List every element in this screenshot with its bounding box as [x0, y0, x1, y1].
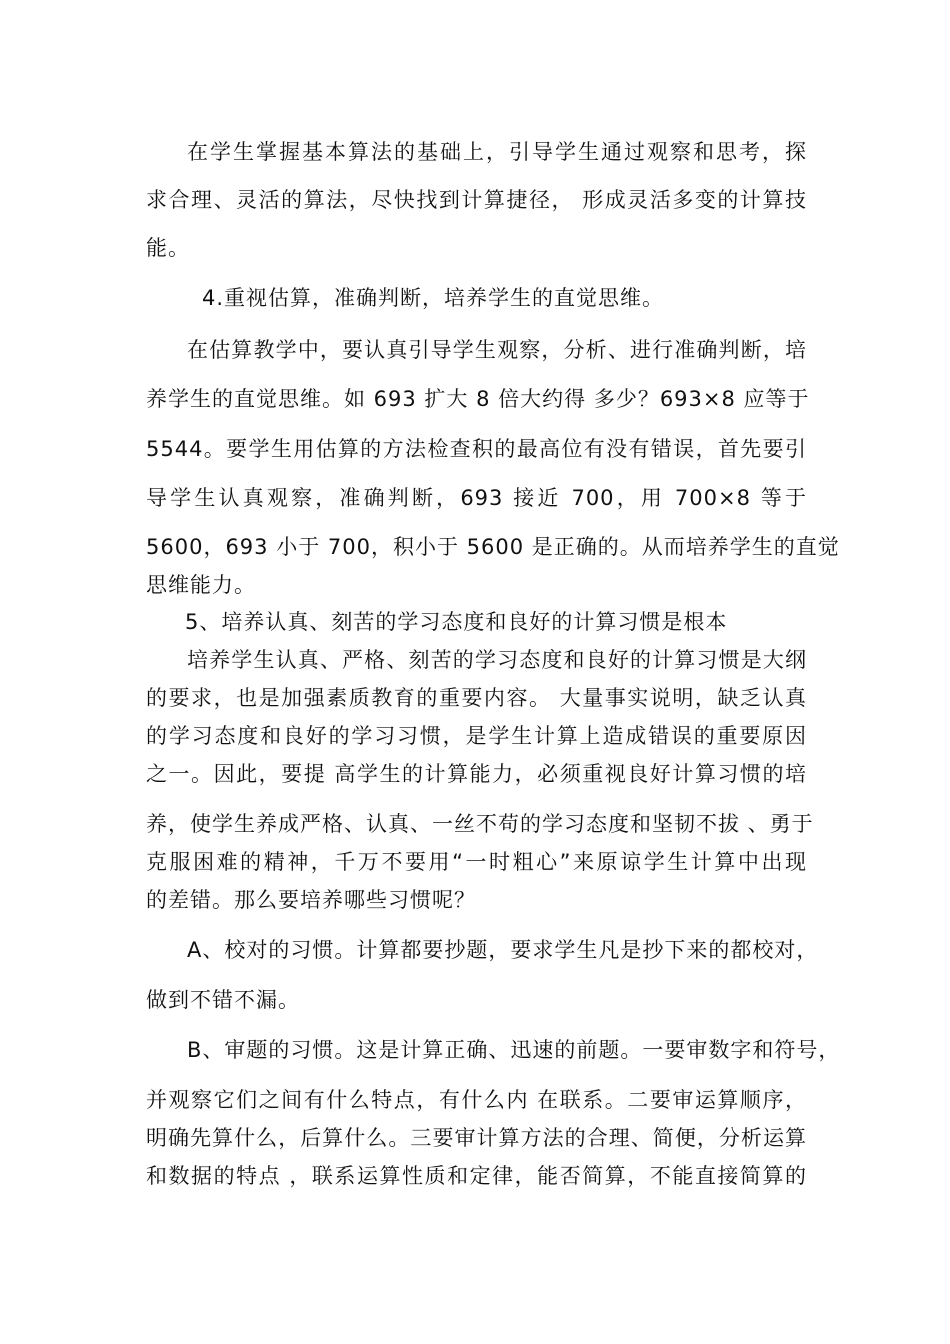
body-text-line: 和数据的特点 ，联系运算性质和定律，能否简算，不能直接简算的 [146, 1164, 807, 1188]
body-text-line: 养学生的直觉思维。如 693 扩大 8 倍大约得 多少？693×8 应等于 [146, 387, 810, 411]
body-text-line: 能。 [146, 236, 190, 260]
body-text-line: 5544。要学生用估算的方法检查积的最高位有没有错误，首先要引 [146, 437, 807, 461]
body-text-line: 并观察它们之间有什么特点，有什么内 在联系。二要审运算顺序， [146, 1088, 807, 1112]
body-text-line: 的差错。那么要培养哪些习惯呢？ [146, 888, 476, 912]
body-text-line: 之一。因此，要提 高学生的计算能力，必须重视良好计算习惯的培 [146, 762, 807, 786]
body-text-line: 思维能力。 [146, 573, 256, 597]
body-text-line: 在估算教学中，要认真引导学生观察，分析、进行准确判断，培 [187, 338, 807, 362]
body-text-line: B、审题的习惯。这是计算正确、迅速的前题。一要审数字和符号， [187, 1038, 841, 1062]
body-text-line: 的要求，也是加强素质教育的重要内容。 大量事实说明，缺乏认真 [146, 686, 807, 710]
body-text-line: A、校对的习惯。计算都要抄题，要求学生凡是抄下来的都校对， [187, 938, 819, 962]
body-text-line: 求合理、灵活的算法，尽快找到计算捷径， 形成灵活多变的计算技 [146, 188, 807, 212]
body-text-line: 在学生掌握基本算法的基础上，引导学生通过观察和思考，探 [187, 140, 807, 164]
body-text-line: 明确先算什么，后算什么。三要审计算方法的合理、简便，分析运算 [146, 1126, 807, 1150]
body-text-line: 的学习态度和良好的学习习惯，是学生计算上造成错误的重要原因 [146, 724, 807, 748]
body-text-line: 做到不错不漏。 [146, 988, 300, 1012]
body-text-line: 5600，693 小于 700，积小于 5600 是正确的。从而培养学生的直觉 [146, 535, 840, 559]
body-text-line: 克服困难的精神，千万不要用“一时粗心”来原谅学生计算中出现 [146, 850, 807, 874]
body-text-line: 养，使学生养成严格、认真、一丝不苟的学习态度和坚韧不拔 、勇于 [146, 812, 814, 836]
section-heading-4: 4.重视估算，准确判断，培养学生的直觉思维。 [202, 286, 665, 310]
body-text-line: 导学生认真观察，准确判断，693 接近 700，用 700×8 等于 [146, 486, 807, 510]
section-heading-5: 5、培养认真、刻苦的学习态度和良好的计算习惯是根本 [185, 610, 728, 634]
body-text-line: 培养学生认真、严格、刻苦的学习态度和良好的计算习惯是大纲 [187, 648, 807, 672]
